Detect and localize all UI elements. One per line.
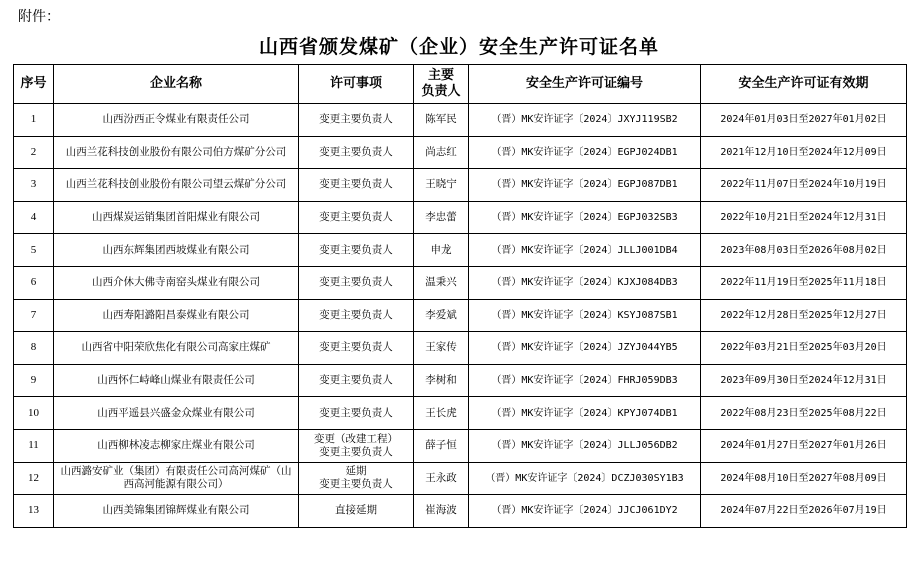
- license-validity: 2023年09月30日至2024年12月31日: [701, 364, 907, 397]
- table-row: [14, 332, 907, 365]
- license-number: （晋）MK安许证字〔2024〕JJCJ061DY2: [469, 495, 701, 528]
- row-number: 10: [14, 397, 54, 430]
- responsible-person: 王长虎: [414, 397, 469, 430]
- responsible-person: 李树和: [414, 364, 469, 397]
- license-number: （晋）MK安许证字〔2024〕EGPJ024DB1: [469, 136, 701, 169]
- permit-item: 变更主要负责人: [299, 169, 414, 202]
- table-body: [14, 104, 907, 528]
- license-validity: 2024年01月27日至2027年01月26日: [701, 429, 907, 462]
- license-number: （晋）MK安许证字〔2024〕KPYJ074DB1: [469, 397, 701, 430]
- company-name: 山西柳林凌志柳家庄煤业有限公司: [54, 429, 299, 462]
- company-name: 山西介休大佛寺南窑头煤业有限公司: [54, 266, 299, 299]
- permit-item: 变更主要负责人: [299, 234, 414, 267]
- header-no: 序号: [14, 65, 54, 104]
- license-number: （晋）MK安许证字〔2024〕KJXJ084DB3: [469, 266, 701, 299]
- license-table: [13, 64, 907, 528]
- responsible-person: 尚志红: [414, 136, 469, 169]
- responsible-person: 陈军民: [414, 104, 469, 137]
- company-name: 山西兰花科技创业股份有限公司望云煤矿分公司: [54, 169, 299, 202]
- table-row: [14, 462, 907, 495]
- header-person: 主要 负责人: [414, 65, 469, 104]
- permit-item: 变更主要负责人: [299, 104, 414, 137]
- row-number: 1: [14, 104, 54, 137]
- permit-item: 变更主要负责人: [299, 266, 414, 299]
- page-title: 山西省颁发煤矿（企业）安全生产许可证名单: [258, 36, 659, 58]
- license-validity: 2021年12月10日至2024年12月09日: [701, 136, 907, 169]
- company-name: 山西兰花科技创业股份有限公司伯方煤矿分公司: [54, 136, 299, 169]
- company-name: 山西美锦集团锦辉煤业有限公司: [54, 495, 299, 528]
- license-validity: 2022年08月23日至2025年08月22日: [701, 397, 907, 430]
- permit-item: 延期 变更主要负责人: [299, 462, 414, 495]
- row-number: 13: [14, 495, 54, 528]
- company-name: 山西寿阳潞阳昌泰煤业有限公司: [54, 299, 299, 332]
- permit-item: 变更主要负责人: [299, 201, 414, 234]
- license-number: （晋）MK安许证字〔2024〕JLLJ001DB4: [469, 234, 701, 267]
- company-name: 山西怀仁峙峰山煤业有限责任公司: [54, 364, 299, 397]
- license-number: （晋）MK安许证字〔2024〕EGPJ032SB3: [469, 201, 701, 234]
- license-validity: 2022年12月28日至2025年12月27日: [701, 299, 907, 332]
- responsible-person: 李忠蕾: [414, 201, 469, 234]
- license-number: （晋）MK安许证字〔2024〕JZYJ044YB5: [469, 332, 701, 365]
- table-row: [14, 169, 907, 202]
- row-number: 2: [14, 136, 54, 169]
- license-validity: 2022年03月21日至2025年03月20日: [701, 332, 907, 365]
- license-validity: 2022年11月07日至2024年10月19日: [701, 169, 907, 202]
- responsible-person: 王永政: [414, 462, 469, 495]
- responsible-person: 温秉兴: [414, 266, 469, 299]
- row-number: 9: [14, 364, 54, 397]
- license-validity: 2024年07月22日至2026年07月19日: [701, 495, 907, 528]
- license-number: （晋）MK安许证字〔2024〕EGPJ087DB1: [469, 169, 701, 202]
- table-row: [14, 364, 907, 397]
- table-row: [14, 429, 907, 462]
- attachment-label: 附件：: [18, 9, 60, 25]
- license-validity: 2022年11月19日至2025年11月18日: [701, 266, 907, 299]
- table-row: [14, 201, 907, 234]
- table-header-row: [14, 65, 907, 104]
- table-row: [14, 397, 907, 430]
- header-item: 许可事项: [299, 65, 414, 104]
- license-number: （晋）MK安许证字〔2024〕JLLJ056DB2: [469, 429, 701, 462]
- license-validity: 2023年08月03日至2026年08月02日: [701, 234, 907, 267]
- header-license-no: 安全生产许可证编号: [469, 65, 701, 104]
- responsible-person: 王家传: [414, 332, 469, 365]
- license-validity: 2024年08月10日至2027年08月09日: [701, 462, 907, 495]
- permit-item: 变更主要负责人: [299, 364, 414, 397]
- header-validity: 安全生产许可证有效期: [701, 65, 907, 104]
- license-number: （晋）MK安许证字〔2024〕KSYJ087SB1: [469, 299, 701, 332]
- permit-item: 变更主要负责人: [299, 299, 414, 332]
- permit-item: 直接延期: [299, 495, 414, 528]
- company-name: 山西潞安矿业（集团）有限责任公司高河煤矿（山西高河能源有限公司）: [54, 462, 299, 495]
- license-number: （晋）MK安许证字〔2024〕JXYJ119SB2: [469, 104, 701, 137]
- responsible-person: 王晓宁: [414, 169, 469, 202]
- company-name: 山西汾西正令煤业有限责任公司: [54, 104, 299, 137]
- license-number: （晋）MK安许证字〔2024〕DCZJ030SY1B3: [469, 462, 701, 495]
- permit-item: 变更主要负责人: [299, 332, 414, 365]
- table-row: [14, 299, 907, 332]
- row-number: 11: [14, 429, 54, 462]
- row-number: 7: [14, 299, 54, 332]
- responsible-person: 薛子恒: [414, 429, 469, 462]
- responsible-person: 李爱斌: [414, 299, 469, 332]
- permit-item: 变更主要负责人: [299, 136, 414, 169]
- license-validity: 2022年10月21日至2024年12月31日: [701, 201, 907, 234]
- company-name: 山西平遥县兴盛金众煤业有限公司: [54, 397, 299, 430]
- company-name: 山西省中阳荣欣焦化有限公司高家庄煤矿: [54, 332, 299, 365]
- row-number: 6: [14, 266, 54, 299]
- row-number: 5: [14, 234, 54, 267]
- company-name: 山西东辉集团西坡煤业有限公司: [54, 234, 299, 267]
- company-name: 山西煤炭运销集团首阳煤业有限公司: [54, 201, 299, 234]
- row-number: 4: [14, 201, 54, 234]
- permit-item: 变更主要负责人: [299, 397, 414, 430]
- license-validity: 2024年01月03日至2027年01月02日: [701, 104, 907, 137]
- responsible-person: 申龙: [414, 234, 469, 267]
- row-number: 3: [14, 169, 54, 202]
- responsible-person: 崔海波: [414, 495, 469, 528]
- table-row: [14, 495, 907, 528]
- row-number: 12: [14, 462, 54, 495]
- license-number: （晋）MK安许证字〔2024〕FHRJ059DB3: [469, 364, 701, 397]
- table-row: [14, 136, 907, 169]
- row-number: 8: [14, 332, 54, 365]
- table-row: [14, 266, 907, 299]
- table-row: [14, 234, 907, 267]
- permit-item: 变更（改建工程） 变更主要负责人: [299, 429, 414, 462]
- header-company: 企业名称: [54, 65, 299, 104]
- table-row: [14, 104, 907, 137]
